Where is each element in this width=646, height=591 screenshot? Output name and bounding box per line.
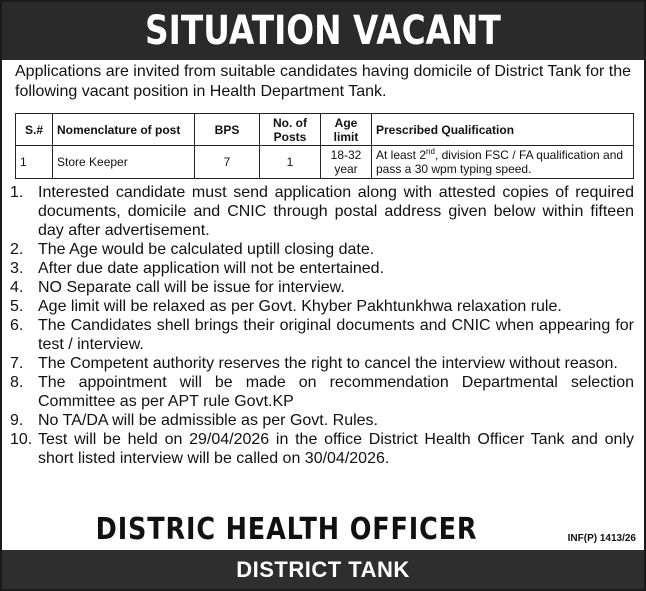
list-item: [10, 316, 634, 354]
list-item-number: 9.: [10, 412, 24, 429]
list-item: [10, 278, 634, 297]
list-item: [10, 297, 634, 316]
list-item-number: 7.: [10, 355, 24, 372]
cell-bps: 7: [195, 146, 260, 179]
footer-banner: [2, 550, 644, 589]
list-item-number: 3.: [10, 260, 24, 277]
list-item-text: The Competent authority reserves the right to cancel the interview without reason.: [38, 355, 618, 372]
list-item-number: 4.: [10, 279, 24, 296]
list-item: [10, 240, 634, 259]
list-item-text: Test will be held on 29/04/2026 in the office District Health Officer Tank and only short listed interview will be called on 30/04/2026.: [38, 431, 634, 467]
col-header-age: Age limit: [321, 114, 372, 146]
issuing-office: DISTRIC HEALTH OFFICER: [96, 512, 478, 547]
signature-block: [2, 512, 644, 548]
list-item-number: 6.: [10, 317, 24, 334]
list-item: [10, 411, 634, 430]
list-item-number: 10.: [10, 431, 33, 448]
list-item-text: Age limit will be relaxed as per Govt. Khyber Pakhtunkhwa relaxation rule.: [38, 298, 562, 315]
list-item: [10, 373, 634, 411]
cell-posts: 1: [260, 146, 321, 179]
list-item: [10, 430, 634, 468]
qualification-text-end: , division FSC / FA qualification and pass a 30 wpm typing speed.: [376, 148, 624, 176]
list-item-number: 5.: [10, 298, 24, 315]
vacancy-table: [15, 113, 634, 179]
qualification-superscript: nd: [426, 147, 435, 156]
intro-paragraph: [15, 62, 635, 102]
list-item-text: The appointment will be made on recommendation Departmental selection Committee as per APT rule Govt.KP: [38, 374, 634, 410]
col-header-bps: BPS: [195, 114, 260, 146]
list-item-text: NO Separate call will be issue for interview.: [38, 279, 345, 296]
list-item: [10, 183, 634, 240]
table-row: [16, 146, 634, 179]
list-item-text: The Candidates shell brings their original documents and CNIC when appearing for test / interview.: [38, 317, 634, 353]
conditions-list: [10, 183, 634, 468]
intro-line-1: Applications are invited from suitable candidates having domicile of District Tank for the: [15, 63, 632, 80]
col-header-sno: S.#: [16, 114, 53, 146]
footer-district: DISTRICT TANK: [236, 557, 410, 582]
intro-line-2: following vacant position in Health Department Tank.: [15, 83, 387, 100]
col-header-post: Nomenclature of post: [53, 114, 195, 146]
header-banner: [2, 2, 644, 60]
list-item: [10, 259, 634, 278]
qualification-text-start: At least 2: [376, 148, 427, 162]
list-item-number: 1.: [10, 184, 24, 201]
header-title: SITUATION VACANT: [145, 8, 501, 54]
cell-qualification: [372, 146, 634, 179]
list-item-text: After due date application will not be entertained.: [38, 260, 385, 277]
col-header-qualification: Prescribed Qualification: [372, 114, 634, 146]
list-item: [10, 354, 634, 373]
cell-sno: 1: [16, 146, 53, 179]
table-header-row: [16, 114, 634, 146]
list-item-text: The Age would be calculated uptill closing date.: [38, 241, 375, 258]
col-header-posts: No. of Posts: [260, 114, 321, 146]
list-item-text: No TA/DA will be admissible as per Govt. Rules.: [38, 412, 378, 429]
cell-age: 18-32 year: [321, 146, 372, 179]
cell-post: Store Keeper: [53, 146, 195, 179]
list-item-number: 2.: [10, 241, 24, 258]
list-item-text: Interested candidate must send application along with attested copies of required documents, domicile and CNIC through postal address given below within fifteen day after advertisement.: [38, 184, 634, 239]
list-item-number: 8.: [10, 374, 24, 391]
reference-number: INF(P) 1413/26: [567, 533, 636, 544]
